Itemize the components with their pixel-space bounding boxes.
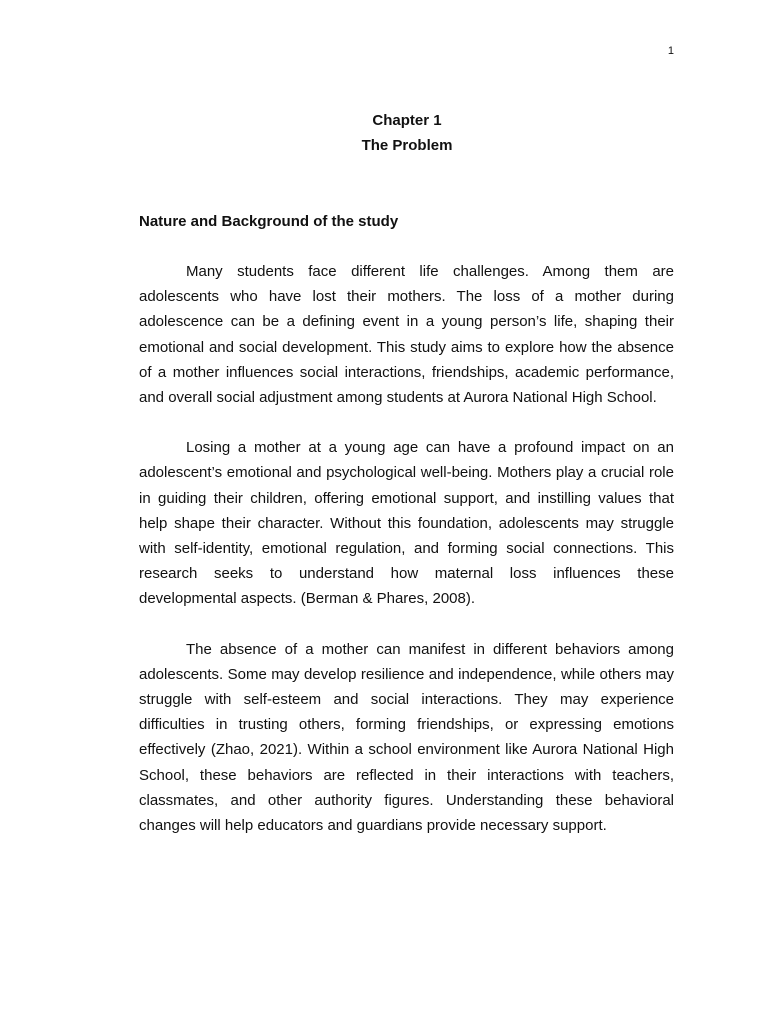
body-text	[139, 259, 674, 863]
paragraph: The absence of a mother can manifest in different behaviors among adolescents. Some may develop resilience and independence, while others may struggle with self-esteem and social interactions. They may experience difficulties in trusting others, forming friendships, or expressing emotions effectively (Zhao, 2021). Within a school environment like Aurora National High School, these behaviors are reflected in their interactions with teachers, classmates, and other authority figures. Understanding these behavioral changes will help educators and guardians provide necessary support.	[139, 640, 674, 835]
paragraph: Losing a mother at a young age can have a profound impact on an adolescent’s emotional and psychological well-being. Mothers play a crucial role in guiding their children, offering emotional support, and instilling values that help shape their character. Without this foundation, adolescents may struggle with self-identity, emotional regulation, and forming social connections. This research seeks to understand how maternal loss influences these developmental aspects. (Berman & Phares, 2008).	[139, 439, 674, 608]
chapter-title: Chapter 1	[372, 112, 442, 129]
paragraph: Many students face different life challenges. Among them are adolescents who have lost their mothers. The loss of a mother during adolescence can be a defining event in a young person’s life, shaping their emotional and social development. This study aims to explore how the absence of a mother influences social interactions, friendships, academic performance, and overall social adjustment among students at Aurora National High School.	[139, 263, 674, 407]
section-heading: Nature and Background of the study	[139, 213, 399, 230]
chapter-subtitle: The Problem	[361, 137, 453, 154]
page-number: 1	[667, 45, 674, 57]
